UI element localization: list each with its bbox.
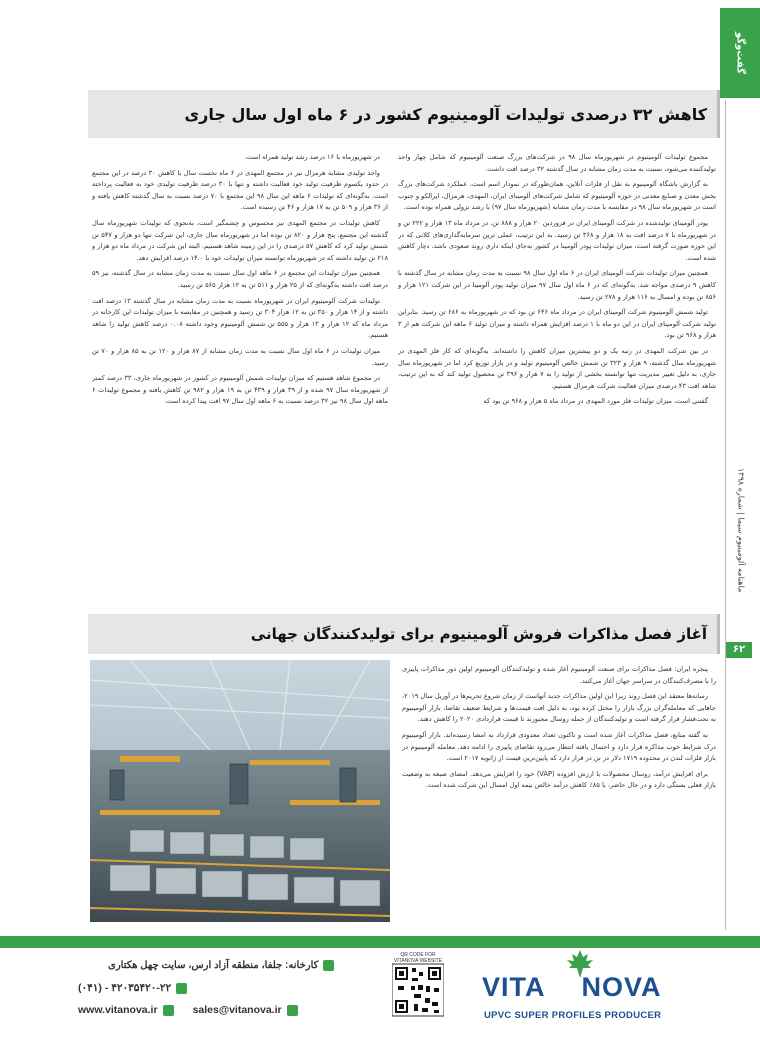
paragraph: در مجموع شاهد هستیم که میزان تولیدات شمش آلومینیوم در کشور در شهریورماه جاری، ۳۳ درصد کمتر از شهریورماه سال ۹۷ شده و از ۳۹ هزار و ۴۳۹ تن به ۱۹ هزار و ۹۸۲ تن کاهش یافته و مجموع تولیدات ۶ ماهه اول سال ۹۸ نیز ۳۲ درصد نسبت به ۶ ماهه اول سال ۹۷ افت پیدا کرده است. xyxy=(92,374,388,406)
article2-headline: آغاز فصل مذاکرات فروش آلومینیوم برای تولیدکنندگان جهانی xyxy=(88,614,720,654)
paragraph: همچنین میزان تولیدات شرکت آلومینای ایران در ۶ ماه اول سال ۹۸ نسبت به مدت زمان مشابه در سال گذشته با کاهش ۹ درصدی مواجه شد. به‌گونه‌ای که در ۶ ماه اول سال ۹۷ میزان تولید پودر آلومینا در این شرکت ۱۲۱ هزار و ۸۵۶ تن بوده و امسال به ۱۱۶ هزار و ۲۷۸ تن رسید. xyxy=(398,269,716,301)
phone-text: (۰۴۱) - ۴۲۰۳۵۴۲۰-۲۲ xyxy=(78,982,172,994)
brand-tagline: UPVC SUPER PROFILES PRODUCER xyxy=(484,1010,662,1021)
paragraph: برای افزایش درآمد، روسال محصولات با ارزش افزوده (VAP) خود را افزایش می‌دهد. امضای صبغه به وضعیت بازار فعلی بستگی دارد و در حال حاضر، با ۸۵٪ کاهش درآمد خالص نیمه اول امسال این شرکت شده است. xyxy=(402,769,716,790)
running-head: ماهنامه آلومینیوم سیما | شماره ۱۳۹۸ xyxy=(736,467,746,593)
web-email-line xyxy=(78,1004,303,1016)
qr-caption: QR CODE FOR VITANOVA WEBSITE xyxy=(393,952,443,964)
paragraph: رسانه‌ها معتقد این فصل روند زیرا این اولین مذاکرات جدید آنهاست از زمان شروع تحریم‌ها در آوریل سال ۲۰۱۹، جاهایی که معامله‌گران بزرگ بازار را مختل کرده بود، به دلیل افت قیمت‌ها و شرایط ضعیف تقاضا، بازار آلومینیوم به تحت‌فشار قرار گرفته است و تولیدکنندگان از جمله روسال مجبورند تا قیمت قراردادی ۲۰۲۰ را کاهش دهند. xyxy=(402,692,716,724)
paragraph: به گفته منابع، فصل مذاکرات آغاز شده است و تاکنون تعداد معدودی قرارداد به امضا رسیده‌اند. بازار آلومینیوم درک شرایط خوب مذاکره قرار دارد و احتمال یافته انتظار می‌رود تقاضای پاییزی را ادامه دهد. معامله آلومینیوم در بازار فلزات لندن در محدوده ۱۷۱۹ دلار در تن در قرار دارد که پایین‌ترین قیمت از ژانویه ۲۰۱۷ است. xyxy=(402,730,716,763)
section-tab-label: گفت‌وگو xyxy=(734,32,746,74)
margin-divider xyxy=(725,100,726,930)
email-link[interactable]: sales@vitanova.ir xyxy=(192,1004,282,1016)
qr-code-icon[interactable] xyxy=(392,958,444,1024)
paragraph: واحد تولیدی مشابه هرمزال نیز در مجتمع المهدی در ۶ ماه نخست سال با کاهش ۳۰ درصد در این مجتمع در حدود یکسوم ظرفیت تولید خود فعالیت داشته و تنها با ۳۰ درصد ظرفیت تولیدی خود به فعالیت پرداخته است. به‌گونه‌ای که تولیدات ۶ ماهه این سال ۹۸ این مجتمع با ۷۰ درصد نسبت به سال گذشته کاهش یافته و از ۳۶ هزار و ۵۰۹ تن به ۱۷ هزار و ۴۶ تن رسیده است. xyxy=(92,168,388,212)
email-icon xyxy=(287,1005,298,1016)
article1-column-right xyxy=(398,152,716,607)
factory-address xyxy=(108,960,339,971)
section-tab xyxy=(720,8,760,98)
globe-icon xyxy=(163,1005,174,1016)
phone-icon xyxy=(176,983,187,994)
paragraph: تولید شمش آلومینیوم شرکت آلومینای ایران در مرداد ماه ۶۴۶ تن بود که در شهریورماه به ۶۸۶ تن رسید. بنابراین تولید شرکت آلومینای ایران در این دو ماه با ۱ درصد افزایش همراه داشته و میزان تولید ۶ ماهه این شرکت هم از ۳ هزار و ۹۶۸ تن بود. xyxy=(398,308,716,340)
article1-headline: کاهش ۳۲ درصدی تولیدات آلومینیوم کشور در ۶ ماه اول سال جاری xyxy=(88,90,720,138)
paragraph: به گزارش باشگاه آلومینیوم به نقل از فلزات آنلاین، همان‌طورکه در نمودار اسم است، عملکرد شرکت‌های بزرگ بخش معدن و صنایع معدنی در حوزه آلومینیوم که شامل شرکت‌های آلومینای ایران، المهدی، هرمزال، ایرالکو و جنوب است در شهریورماه سال ۹۸ در مقایسه با مدت زمان مشابه (شهریورماه سال ۹۷) با رشد نزولی همراه بوده است. xyxy=(398,180,716,212)
location-icon xyxy=(323,960,334,971)
address-text: کارخانه: جلفا، منطقه آزاد ارس، سایت چهل هکتاری xyxy=(108,960,319,971)
article1-column-left xyxy=(92,152,388,607)
paragraph: میزان تولیدات در ۶ ماه اول سال نسبت به مدت زمان مشابه از ۸۷ هزار و ۱۲۰ تن به ۸۵ هزار و ۷۰ تن رسید. xyxy=(92,346,388,367)
paragraph: تولیدات شرکت آلومینیوم ایران در شهریورماه نسبت به مدت زمان مشابه در سال گذشته ۱۳ درصد افت داشته و از ۱۴ هزار و ۳۵۰ تن به ۱۲ هزار ۳۰۴ تن رسید و همچنین در مقایسه با میزان تولیدات این کارخانه در مرداد ماه که ۱۲ هزار و ۱۳ هزار و ۵۵۵ تن شمش آلومینیوم وجود داشته ۰.۰۸ درصد کاهش تولید را شاهد هستیم. xyxy=(92,296,388,340)
paragraph: در شهریورماه با ۱۶ درصد رشد تولید همراه است. xyxy=(244,153,380,161)
paragraph: در بین شرکت المهدی در رتبه یک و دو بیشترین میزان کاهش را داشته‌اند. به‌گونه‌ای که کار فلز المهدی در شهریورماه سال گذشته، ۹ هزار و ۳۲۳ تن شمش خالص آلومینیوم تولید و در بازار توزیع کرد اما در شهریورماه سال جاری، به دلیل تغییر مدیریت تنها توانسته بخشی از تولید را به ۷ هزار و ۳۹۶ تن محصول تولید کند که به این ترتیب، شاهد افت ۴۳ درصدی میزان فعالیت شرکت هرمزال هستیم. xyxy=(398,346,716,390)
page-number: ۶۲ xyxy=(726,642,752,658)
paragraph: پودر آلومینای تولیدشده در شرکت آلومینای ایران در فروردین ۲۰ هزار و ۸۸۸ تن، در مرداد ماه ۱۳ هزار و ۲۲۲ تن و در شهریورماه با ۷ درصد افت به ۱۸ هزار و ۳۶۸ تن رسید. به این ترتیب، عملی ترین سرمایه‌گذاری‌های کلانی که در این حوزه صورت گرفته است، میزان تولیدات پودر آلومینا در کشور به‌جای اینکه داری روند صعودی باشد، دچار کاهش شده است. xyxy=(398,218,716,262)
brand-nova: NOVA xyxy=(581,972,662,1002)
footer-rule xyxy=(0,936,760,948)
phone-line xyxy=(78,982,192,994)
factory-photo xyxy=(90,660,390,922)
paragraph: مجموع تولیدات آلومینیوم در شهریورماه سال ۹۸ در شرکت‌های بزرگ صنعت آلومینیوم که شامل چهار واحد تولیدکننده می‌شود، نسبت به مدت زمان مشابه در سال گذشته ۳۲ درصد افت داشت. xyxy=(398,153,716,173)
factory-illustration xyxy=(90,660,390,922)
paragraph: گفتنی است، میزان تولیدات فلز مورد المهدی در مرداد ماه ۵ هزار و ۹۶۸ تن بود که xyxy=(483,397,708,406)
article2-column xyxy=(402,664,716,924)
website-link[interactable]: www.vitanova.ir xyxy=(78,1004,158,1016)
paragraph: پنجره ایران: فصل مذاکرات برای صنعت آلومینیوم آغاز شده و تولیدکنندگان آلومینیوم اولین دور مذاکرات پاییزی را با مصرف‌کنندگان در سراسر جهان آغاز می‌کنند. xyxy=(402,665,716,685)
brand-logo xyxy=(482,972,662,1003)
paragraph: همچنین میزان تولیدات این مجتمع در ۶ ماهه اول سال نسبت به مدت زمان مشابه در سال گذشته، نیز ۵۹ درصد افت داشته به‌گونه‌ای که از ۲۵ هزار و ۵۱۱ تن به ۱۲ هزار ۵۶۵ تن رسید. xyxy=(92,269,388,289)
paragraph: کاهش تولیدات در مجتمع المهدی نیز محسوس و چشمگیر است، به‌نحوی که تولیدات شهریورماه سال گذشته این مجتمع، پنج هزار و ۸۲۰ تن بوده اما در شهریورماه سال جاری، این شرکت تنها دو هزار و ۵۴۷ تن شمش تولید کرد که کاهش ۵۷ درصدی را در این زمینه شاهد هستیم. البته این شرکت در مرداد ماه دو هزار و ۲۱۸ تن تولید داشته که در شهریورماه توانسته میزان تولیدات خود با ۱۴.۰ درصد افزایش دهد. xyxy=(92,218,388,262)
brand-vita: VITA xyxy=(482,972,546,1002)
